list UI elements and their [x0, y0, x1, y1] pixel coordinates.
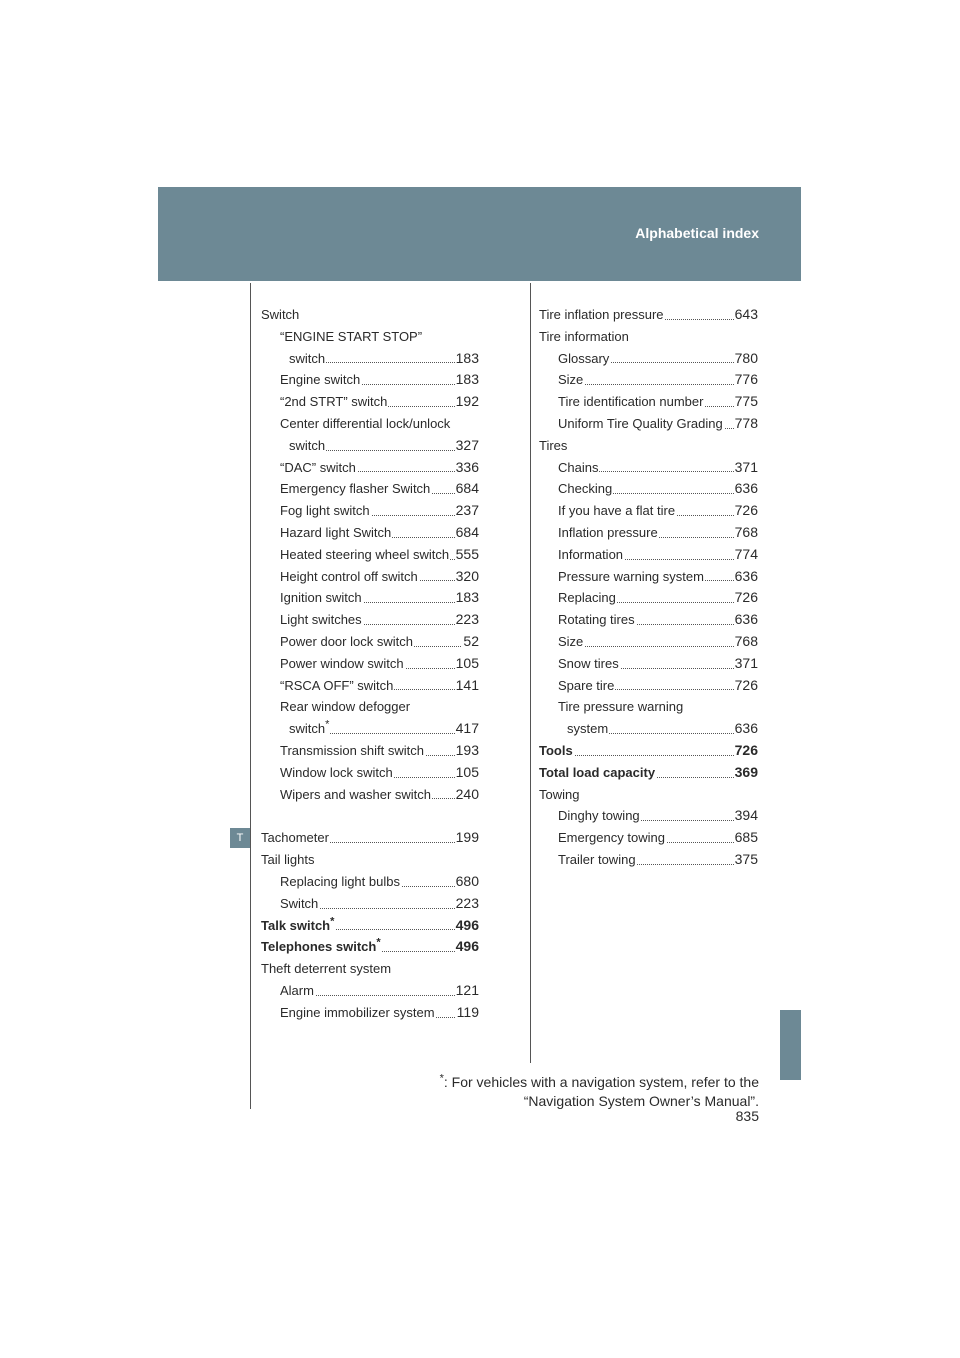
- index-entry: [261, 413, 479, 435]
- entry-text: Heated steering wheel switch: [280, 546, 450, 562]
- index-column-right: [539, 304, 758, 871]
- index-entry: [539, 391, 758, 413]
- index-entry: [261, 304, 479, 326]
- entry-text: Tail lights: [261, 852, 315, 868]
- index-entry: [261, 1002, 479, 1024]
- entry-text: Total load capacity: [539, 764, 656, 780]
- entry-text: Dinghy towing: [558, 808, 640, 824]
- entry-text: Spare tire: [558, 677, 615, 693]
- entry-text: Hazard light Switch: [280, 524, 392, 540]
- entry-page: 496: [455, 915, 479, 937]
- index-entry: [261, 326, 479, 348]
- entry-label: [558, 369, 584, 391]
- entry-label: [539, 435, 568, 457]
- footnote-line-2: “Navigation System Owner’s Manual”.: [523, 1093, 759, 1109]
- index-entry: [539, 522, 758, 544]
- entry-label: [280, 413, 451, 435]
- entry-label: [289, 435, 326, 457]
- entry-text: Center differential lock/unlock: [280, 415, 451, 431]
- footnote: [440, 1073, 759, 1111]
- entry-text: Size: [558, 372, 584, 388]
- entry-label: [558, 805, 641, 827]
- entry-label: [558, 522, 659, 544]
- entry-label: [280, 566, 419, 588]
- entry-text: “ENGINE START STOP”: [280, 328, 423, 344]
- entry-label: [280, 544, 450, 566]
- entry-label: [558, 696, 684, 718]
- entry-label: [558, 500, 676, 522]
- entry-label: [280, 500, 371, 522]
- entry-text: Towing: [539, 786, 580, 802]
- index-entry: [539, 478, 758, 500]
- index-entry: [261, 348, 479, 370]
- entry-page: 780: [734, 348, 758, 370]
- index-entry: [261, 784, 479, 806]
- index-entry: [539, 827, 758, 849]
- entry-text: Wipers and washer switch: [280, 786, 431, 802]
- footnote-line-1: : For vehicles with a navigation system, refer to the: [443, 1074, 759, 1090]
- entry-page: 636: [734, 566, 758, 588]
- entry-page: 141: [455, 675, 479, 697]
- page-header: [158, 187, 801, 281]
- entry-label: [280, 587, 363, 609]
- index-entry: [261, 675, 479, 697]
- index-entry: [539, 631, 758, 653]
- entry-text: Ignition switch: [280, 590, 362, 606]
- index-entry: [261, 980, 479, 1002]
- entry-page: 685: [734, 827, 758, 849]
- chapter-tab: [780, 1010, 801, 1080]
- index-entry: [539, 348, 758, 370]
- index-entry: [539, 304, 758, 326]
- entry-label: [280, 653, 405, 675]
- entry-page: 684: [455, 522, 479, 544]
- entry-page: 320: [455, 566, 479, 588]
- entry-page: 726: [734, 587, 758, 609]
- entry-label: [539, 762, 656, 784]
- entry-page: 223: [455, 609, 479, 631]
- entry-page: 183: [455, 587, 479, 609]
- entry-page: 636: [734, 478, 758, 500]
- entry-label: [280, 871, 401, 893]
- entry-label: [558, 609, 636, 631]
- entry-text: switch: [289, 721, 326, 737]
- entry-page: 375: [734, 849, 758, 871]
- entry-text: Glossary: [558, 350, 610, 366]
- entry-text: “RSCA OFF” switch: [280, 677, 394, 693]
- entry-text: switch: [289, 437, 326, 453]
- entry-page: 199: [455, 827, 479, 849]
- entry-label: [539, 740, 574, 762]
- index-entry: [261, 936, 479, 958]
- entry-text: Tires: [539, 437, 568, 453]
- entry-page: 768: [734, 631, 758, 653]
- entry-page: 680: [455, 871, 479, 893]
- index-entry: [261, 871, 479, 893]
- entry-page: 496: [455, 936, 479, 958]
- entry-page: 774: [734, 544, 758, 566]
- entry-label: [558, 675, 615, 697]
- entry-label: [280, 391, 388, 413]
- entry-page: 105: [455, 762, 479, 784]
- index-entry: [261, 369, 479, 391]
- column-divider: [530, 283, 531, 1063]
- index-entry: [261, 544, 479, 566]
- entry-text: Fog light switch: [280, 503, 370, 519]
- entry-page: 237: [455, 500, 479, 522]
- index-entry: [261, 435, 479, 457]
- index-entry: [261, 478, 479, 500]
- entry-page: 336: [455, 457, 479, 479]
- entry-text: Trailer towing: [558, 851, 636, 867]
- entry-text: Pressure warning system: [558, 568, 704, 584]
- index-entry: [261, 566, 479, 588]
- entry-label: [261, 304, 300, 326]
- entry-text: Switch: [280, 895, 319, 911]
- entry-text: switch: [289, 350, 326, 366]
- footnote-reference: *: [325, 718, 330, 731]
- entry-text: Size: [558, 633, 584, 649]
- entry-label: [280, 1002, 436, 1024]
- entry-page: 183: [455, 348, 479, 370]
- entry-label: [280, 369, 361, 391]
- entry-text: Window lock switch: [280, 764, 393, 780]
- entry-page: 327: [455, 435, 479, 457]
- entry-text: Engine immobilizer system: [280, 1004, 435, 1020]
- entry-text: Information: [558, 546, 624, 562]
- entry-label: [558, 587, 617, 609]
- index-entry: [261, 653, 479, 675]
- entry-page: 240: [455, 784, 479, 806]
- entry-label: [280, 609, 363, 631]
- footnote-reference: *: [376, 936, 381, 949]
- entry-text: Engine switch: [280, 372, 361, 388]
- entry-text: Rear window defogger: [280, 699, 411, 715]
- entry-label: [280, 696, 411, 718]
- entry-text: Telephones switch: [261, 939, 377, 955]
- entry-label: [558, 348, 610, 370]
- entry-label: [280, 326, 423, 348]
- index-entry: [539, 326, 758, 348]
- entry-text: Replacing light bulbs: [280, 873, 400, 889]
- index-entry: [261, 609, 479, 631]
- entry-label: [280, 784, 432, 806]
- index-entry: [261, 718, 479, 740]
- index-entry: [539, 609, 758, 631]
- entry-text: system: [567, 721, 609, 737]
- entry-label: [558, 457, 599, 479]
- entry-label: [261, 849, 315, 871]
- index-entry: [539, 413, 758, 435]
- entry-label: [280, 762, 394, 784]
- entry-text: Uniform Tire Quality Grading: [558, 415, 723, 431]
- index-entry: [539, 653, 758, 675]
- index-entry: [539, 805, 758, 827]
- margin-rule: [250, 283, 251, 1109]
- entry-text: “2nd STRT” switch: [280, 394, 388, 410]
- entry-page: 768: [734, 522, 758, 544]
- index-entry: [539, 718, 758, 740]
- entry-text: Power window switch: [280, 655, 404, 671]
- index-entry: [539, 762, 758, 784]
- entry-page: 776: [734, 369, 758, 391]
- entry-label: [567, 718, 609, 740]
- entry-label: [280, 457, 357, 479]
- entry-page: 105: [455, 653, 479, 675]
- entry-text: Transmission shift switch: [280, 742, 424, 758]
- index-entry: [539, 849, 758, 871]
- entry-text: Power door lock switch: [280, 633, 413, 649]
- entry-text: Tire pressure warning: [558, 699, 684, 715]
- entry-page: 193: [455, 740, 479, 762]
- entry-page: 726: [734, 740, 758, 762]
- entry-label: [539, 326, 630, 348]
- index-entry: [261, 915, 479, 937]
- entry-label: [261, 958, 392, 980]
- entry-text: Alarm: [280, 982, 314, 998]
- entry-page: 636: [734, 609, 758, 631]
- footnote-marker: *: [439, 1072, 444, 1085]
- entry-label: [558, 631, 584, 653]
- index-entry: [261, 457, 479, 479]
- index-column-left: [261, 304, 479, 1024]
- entry-text: Height control off switch: [280, 568, 418, 584]
- entry-page: 643: [734, 304, 758, 326]
- index-entry: [539, 457, 758, 479]
- entry-text: Tachometer: [261, 830, 329, 846]
- entry-label: [539, 784, 580, 806]
- entry-page: 778: [734, 413, 758, 435]
- index-entry: [261, 391, 479, 413]
- entry-label: [261, 915, 335, 937]
- entry-text: Emergency towing: [558, 830, 665, 846]
- entry-page: 726: [734, 500, 758, 522]
- entry-text: Theft deterrent system: [261, 961, 392, 977]
- entry-page: 371: [734, 653, 758, 675]
- entry-label: [261, 827, 330, 849]
- entry-label: [558, 391, 704, 413]
- entry-text: Replacing: [558, 590, 616, 606]
- entry-text: Tools: [539, 742, 573, 758]
- entry-label: [558, 827, 666, 849]
- index-entry: [261, 849, 479, 871]
- index-entry: [539, 544, 758, 566]
- entry-text: Tire information: [539, 328, 629, 344]
- entry-label: [289, 718, 330, 740]
- entry-label: [558, 413, 724, 435]
- entry-label: [558, 849, 637, 871]
- entry-text: “DAC” switch: [280, 459, 356, 475]
- entry-text: Switch: [261, 307, 300, 322]
- entry-text: Light switches: [280, 612, 362, 628]
- index-entry: [539, 675, 758, 697]
- index-entry: [539, 587, 758, 609]
- index-entry: [539, 784, 758, 806]
- entry-page: 52: [462, 631, 479, 653]
- entry-label: [280, 522, 392, 544]
- index-entry: [539, 566, 758, 588]
- entry-page: 555: [455, 544, 479, 566]
- index-entry: [261, 958, 479, 980]
- entry-label: [280, 740, 425, 762]
- entry-page: 636: [734, 718, 758, 740]
- entry-label: [558, 566, 705, 588]
- index-entry: [539, 435, 758, 457]
- entry-text: If you have a flat tire: [558, 503, 676, 519]
- index-entry: [261, 587, 479, 609]
- entry-page: 369: [734, 762, 758, 784]
- index-entry: [539, 369, 758, 391]
- entry-text: Emergency flasher Switch: [280, 481, 431, 497]
- entry-page: 223: [455, 893, 479, 915]
- entry-page: 192: [455, 391, 479, 413]
- dot-leader: [558, 384, 758, 385]
- index-entry: [261, 500, 479, 522]
- entry-page: 183: [455, 369, 479, 391]
- index-entry: [539, 500, 758, 522]
- index-entry: [261, 762, 479, 784]
- dot-leader: [558, 646, 758, 647]
- entry-text: Tire inflation pressure: [539, 307, 664, 322]
- entry-text: Inflation pressure: [558, 524, 658, 540]
- entry-page: 684: [455, 478, 479, 500]
- entry-page: 417: [455, 718, 479, 740]
- index-entry: [261, 522, 479, 544]
- index-entry: [539, 696, 758, 718]
- index-entry: [261, 696, 479, 718]
- entry-text: Chains: [558, 459, 599, 475]
- entry-label: [280, 675, 394, 697]
- entry-label: [280, 980, 315, 1002]
- index-entry: [261, 893, 479, 915]
- footnote-reference: *: [330, 915, 335, 928]
- entry-text: Tire identification number: [558, 394, 704, 410]
- entry-label: [539, 304, 665, 326]
- entry-text: Talk switch: [261, 917, 331, 933]
- entry-page: 119: [456, 1002, 479, 1024]
- entry-label: [280, 631, 414, 653]
- entry-label: [280, 893, 319, 915]
- entry-text: Rotating tires: [558, 612, 635, 628]
- entry-text: Snow tires: [558, 655, 619, 671]
- entry-label: [558, 544, 624, 566]
- entry-page: 121: [455, 980, 479, 1002]
- index-entry: [261, 631, 479, 653]
- entry-page: 775: [734, 391, 758, 413]
- index-entry: [261, 740, 479, 762]
- page-number: 835: [735, 1108, 759, 1124]
- entry-label: [558, 478, 613, 500]
- entry-page: 371: [734, 457, 758, 479]
- entry-label: [280, 478, 431, 500]
- header-title: Alphabetical index: [635, 225, 759, 241]
- entry-text: Checking: [558, 481, 613, 497]
- index-entry: [539, 740, 758, 762]
- entry-label: [558, 653, 620, 675]
- entry-label: [261, 936, 382, 958]
- entry-page: 726: [734, 675, 758, 697]
- index-entry: [261, 827, 479, 849]
- entry-page: 394: [734, 805, 758, 827]
- entry-label: [289, 348, 326, 370]
- section-letter-tab: T: [230, 828, 250, 848]
